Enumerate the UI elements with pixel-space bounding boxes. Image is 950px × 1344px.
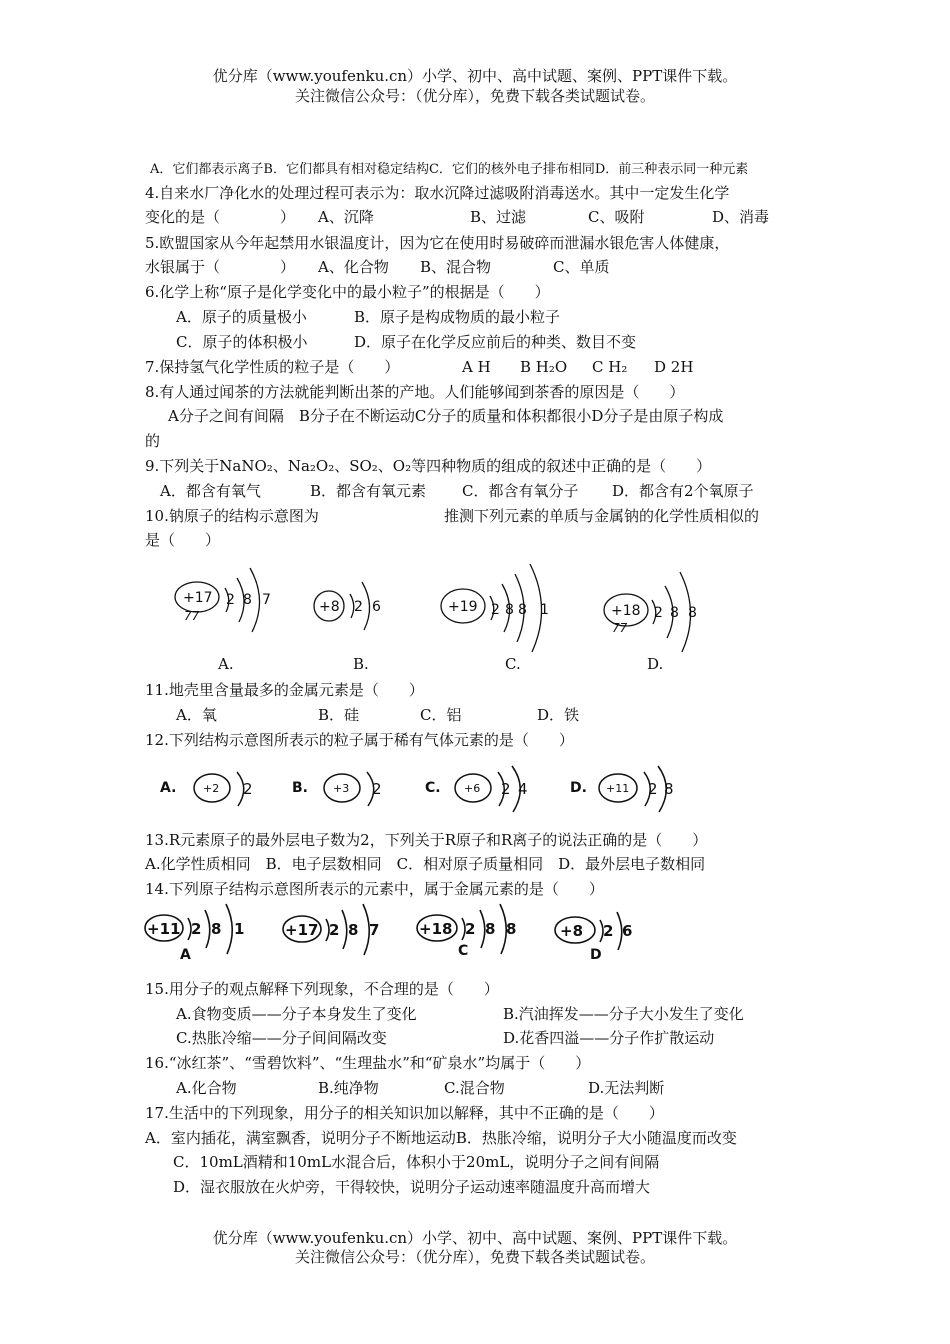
q5-stem-1: 5.欧盟国家从今年起禁用水银温度计，因为它在使用时易破碎而泄漏水银危害人体健康， [145, 234, 730, 252]
q5-option-b: B、混合物 [420, 258, 492, 276]
q14-diagrams [0, 902, 950, 962]
q10-label-b: B. [353, 655, 369, 673]
q10-d-nucleus: +18 [611, 603, 641, 619]
q12-label-c: C. [425, 780, 441, 796]
q10-a-shell-3: 7 [262, 592, 271, 608]
q11-option-d: D．铁 [537, 706, 580, 724]
q15-option-b: B.汽油挥发——分子大小发生了变化 [503, 1005, 744, 1023]
q5-option-a: A、化合物 [318, 258, 389, 276]
q12-label-a: A. [160, 780, 177, 796]
q12-stem: 12.下列结构示意图所表示的粒子属于稀有气体元素的是（ ） [145, 731, 574, 749]
q10-c-shell-2: 8 [505, 602, 514, 618]
q6-option-a: A．原子的质量极小 [176, 308, 307, 326]
q14-d-shell-2: 6 [622, 922, 633, 940]
q10-b-shell-1: 2 [354, 599, 363, 615]
q13-options: A.化学性质相同 B．电子层数相同 C．相对原子质量相同 D．最外层电子数相同 [145, 855, 706, 873]
q17-option-d: D．湿衣服放在火炉旁，干得较快，说明分子运动速率随温度升高而增大 [173, 1178, 651, 1196]
q12-c-shell-1: 2 [501, 780, 511, 798]
q14-d-nucleus: +8 [560, 922, 584, 940]
q10-a-shell-2: 8 [243, 592, 252, 608]
q10-d-shell-3: 8 [688, 605, 697, 621]
q10-label-c: C. [505, 655, 521, 673]
q9-option-d: D．都含有2个氧原子 [612, 482, 754, 500]
q8-options-1: A分子之间有间隔 B分子在不断运动C分子的质量和体积都很小D分子是由原子构成 [168, 407, 724, 425]
q11-stem: 11.地壳里含量最多的金属元素是（ ） [145, 681, 424, 699]
q9-option-c: C．都含有氧分子 [462, 482, 579, 500]
q12-d-shell-2: 8 [664, 780, 674, 798]
q10-c-shell-3: 8 [518, 602, 527, 618]
q15-stem: 15.用分子的观点解释下列现象，不合理的是（ ） [145, 980, 499, 998]
q16-stem: 16.“冰红茶”、“雪碧饮料”、“生理盐水”和“矿泉水”均属于（ ） [145, 1054, 591, 1072]
q8-options-2: 的 [145, 432, 161, 450]
q9-stem: 9.下列关于NaNO₂、Na₂O₂、SO₂、O₂等四种物质的组成的叙述中正确的是（ ） [145, 457, 712, 475]
q8-stem: 8.有人通过闻茶的方法就能判断出茶的产地。人们能够闻到茶香的原因是（ ） [145, 383, 685, 401]
q15-option-d: D.花香四溢——分子作扩散运动 [503, 1029, 715, 1047]
q13-stem: 13.R元素原子的最外层电子数为2，下列关于R原子和R离子的说法正确的是（ ） [145, 831, 708, 849]
q11-option-c: C．铝 [420, 706, 462, 724]
q4-stem-2: 变化的是（ ） [145, 208, 296, 226]
q4-stem-1: 4.自来水厂净化水的处理过程可表示为：取水沉降过滤吸附消毒送水。其中一定发生化学 [145, 184, 730, 202]
q10-c-shell-4: 1 [540, 602, 549, 618]
q7-option-d: D 2H [654, 358, 694, 376]
q14-c-shell-1: 2 [465, 920, 476, 938]
footer-line-2: 关注微信公众号：（优分库），免费下载各类试题试卷。 [294, 1248, 655, 1266]
q14-label-a: A [180, 947, 191, 962]
q4-option-d: D、消毒 [712, 208, 770, 226]
q17-option-c: C．10mL酒精和10mL水混合后，体积小于20mL，说明分子之间有间隔 [173, 1153, 660, 1171]
q12-label-b: B. [292, 780, 308, 796]
q14-b-shell-1: 2 [329, 921, 340, 939]
q4-option-c: C、吸附 [588, 208, 645, 226]
q7-option-c: C H₂ [592, 358, 628, 376]
q12-a-shell-1: 2 [243, 780, 253, 798]
q10-label-a: A. [218, 655, 234, 673]
q10-c-nucleus: +19 [448, 599, 478, 615]
q12-a-nucleus: +2 [203, 782, 220, 795]
q14-a-shell-2: 8 [211, 920, 222, 938]
q14-b-shell-3: 7 [369, 921, 380, 939]
q12-label-d: D. [570, 780, 587, 796]
q4-option-b: B、过滤 [470, 208, 527, 226]
q12-d-shell-1: 2 [648, 780, 658, 798]
q17-stem: 17.生活中的下列现象，用分子的相关知识加以解释，其中不正确的是（ ） [145, 1104, 664, 1122]
q10-b-nucleus: +8 [319, 599, 340, 615]
q14-label-d: D [590, 947, 602, 962]
q14-c-shell-3: 8 [506, 920, 517, 938]
q6-option-d: D．原子在化学反应前后的种类、数目不变 [354, 333, 637, 351]
q15-option-a: A.食物变质——分子本身发生了变化 [176, 1005, 417, 1023]
footer-line-1: 优分库（www.youfenku.cn）小学、初中、高中试题、案例、PPT课件下载。 [212, 1229, 738, 1247]
q16-option-d: D.无法判断 [588, 1079, 665, 1097]
q14-c-shell-2: 8 [485, 920, 496, 938]
q10-diagrams [0, 560, 950, 670]
q14-a-shell-1: 2 [191, 920, 202, 938]
q9-option-a: A．都含有氧气 [160, 482, 261, 500]
q16-option-a: A.化合物 [176, 1079, 237, 1097]
q14-stem: 14.下列原子结构示意图所表示的元素中，属于金属元素的是（ ） [145, 880, 604, 898]
q5-option-c: C、单质 [553, 258, 610, 276]
q11-option-a: A．氧 [176, 706, 217, 724]
q10-a-nucleus: +17 [183, 590, 213, 606]
q14-d-shell-1: 2 [603, 922, 614, 940]
q14-a-nucleus: +11 [147, 920, 181, 938]
q15-option-c: C.热胀冷缩——分子间间隔改变 [176, 1029, 387, 1047]
q6-option-c: C．原子的体积极小 [176, 333, 308, 351]
q14-b-nucleus: +17 [285, 921, 319, 939]
q10-a-scribble: 77 [184, 609, 200, 623]
q6-stem: 6.化学上称“原子是化学变化中的最小粒子”的根据是（ ） [145, 283, 550, 301]
q12-b-shell-1: 2 [372, 780, 382, 798]
q10-label-d: D. [647, 655, 664, 673]
q10-d-shell-2: 8 [670, 605, 679, 621]
q11-option-b: B．硅 [318, 706, 360, 724]
q7-option-a: A H [462, 358, 491, 376]
q10-stem-right: 推测下列元素的单质与金属钠的化学性质相似的 [444, 507, 760, 525]
q3-options: A．它们都表示离子B．它们都具有相对稳定结构C．它们的核外电子排布相同D．前三种表示同一种元素 [150, 162, 749, 177]
header-line-1: 优分库（www.youfenku.cn）小学、初中、高中试题、案例、PPT课件下载。 [212, 67, 738, 85]
q14-c-nucleus: +18 [419, 920, 453, 938]
q10-stem-2: 是（ ） [145, 531, 221, 549]
q10-stem-left: 10.钠原子的结构示意图为 [145, 507, 319, 525]
q10-c-shell-1: 2 [491, 602, 500, 618]
q7-stem: 7.保持氢气化学性质的粒子是（ ） [145, 358, 400, 376]
q12-diagrams [0, 758, 950, 818]
q4-option-a: A、沉降 [318, 208, 374, 226]
q12-c-nucleus: +6 [464, 782, 481, 795]
q10-d-shell-1: 2 [654, 605, 663, 621]
q16-option-b: B.纯净物 [318, 1079, 379, 1097]
q10-d-scribble: 77 [612, 621, 628, 635]
q7-option-b: B H₂O [520, 358, 568, 376]
q5-stem-2: 水银属于（ ） [145, 258, 296, 276]
q17-options-ab: A．室内插花，满室飘香，说明分子不断地运动B．热胀冷缩，说明分子大小随温度而改变 [145, 1129, 737, 1147]
q14-b-shell-2: 8 [348, 921, 359, 939]
q16-option-c: C.混合物 [444, 1079, 505, 1097]
q10-b-shell-2: 6 [372, 599, 381, 615]
q9-option-b: B．都含有氧元素 [310, 482, 427, 500]
header-line-2: 关注微信公众号：（优分库），免费下载各类试题试卷。 [294, 87, 655, 105]
q12-c-shell-2: 4 [518, 780, 528, 798]
q12-b-nucleus: +3 [333, 782, 350, 795]
q14-label-c: C [458, 943, 469, 959]
q12-d-nucleus: +11 [606, 782, 630, 795]
q6-option-b: B．原子是构成物质的最小粒子 [354, 308, 561, 326]
q14-a-shell-3: 1 [234, 920, 245, 938]
q10-a-shell-1: 2 [226, 592, 235, 608]
